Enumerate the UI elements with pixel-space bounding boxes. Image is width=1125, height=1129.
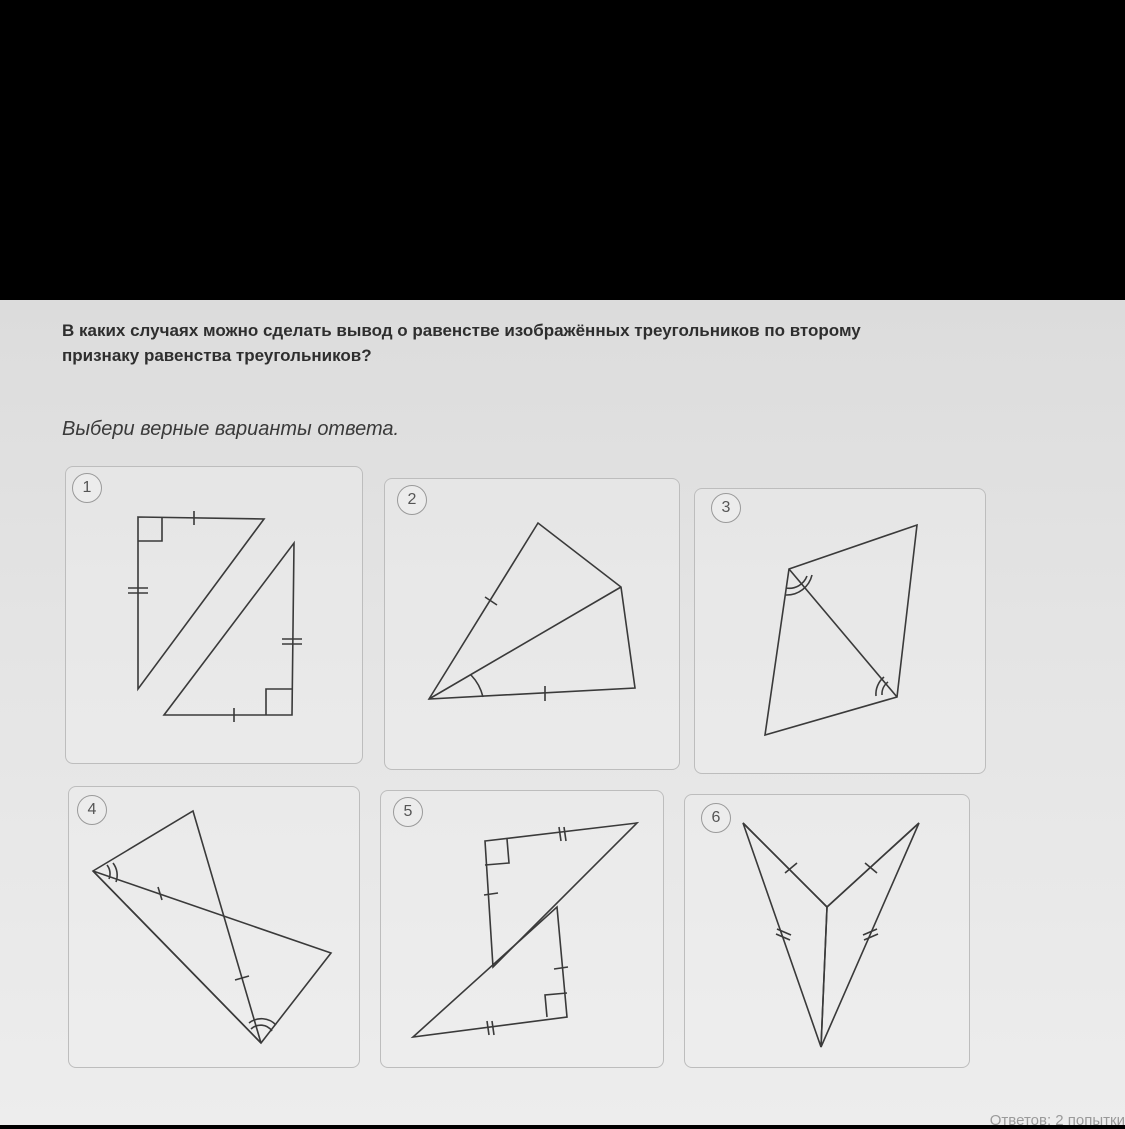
instruction-text: Выбери верные варианты ответа.: [62, 418, 400, 440]
figure-2: [385, 479, 681, 771]
figure-6: [685, 795, 971, 1069]
answer-option-4[interactable]: [68, 786, 360, 1068]
answer-option-5[interactable]: [380, 790, 664, 1068]
task-screen: [0, 300, 1125, 1129]
question-text: В каких случаях можно сделать вывод о равенстве изображённых треугольников по второму признаку равенства треугольников?: [62, 321, 861, 365]
attempts-text: Ответов: 2 попытки: [989, 1112, 1125, 1129]
answer-option-2[interactable]: [384, 478, 680, 770]
figure-1: [66, 467, 364, 765]
figure-3: [695, 489, 987, 775]
figure-5: [381, 791, 665, 1069]
answer-option-6[interactable]: [684, 794, 970, 1068]
option-number: 3: [711, 493, 741, 523]
figure-4: [69, 787, 361, 1069]
answer-option-1[interactable]: [65, 466, 363, 764]
option-number: 1: [72, 473, 102, 503]
option-number: 6: [701, 803, 731, 833]
option-number: 4: [77, 795, 107, 825]
option-number: 5: [393, 797, 423, 827]
answer-option-3[interactable]: [694, 488, 986, 774]
option-number: 2: [397, 485, 427, 515]
